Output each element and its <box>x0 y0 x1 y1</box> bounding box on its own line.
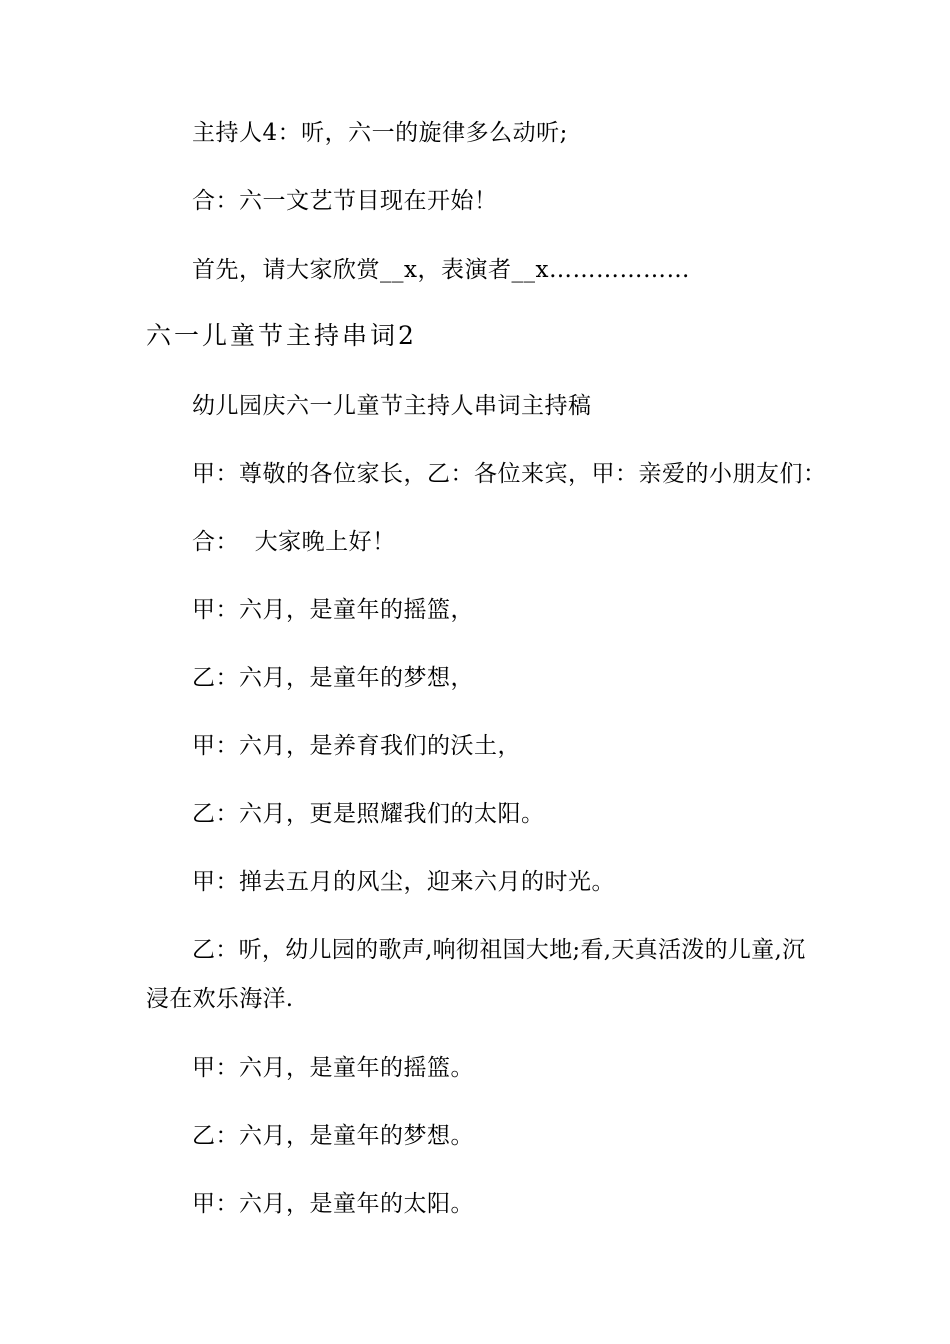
paragraph-dream-2: 乙：六月，是童年的梦想。 <box>192 1123 474 1149</box>
paragraph-good-evening: 合： 大家晚上好！ <box>192 529 396 555</box>
paragraph-dust: 甲：掸去五月的风尘，迎来六月的时光。 <box>192 869 615 895</box>
paragraph-dream: 乙：六月，是童年的梦想， <box>192 665 474 691</box>
section-heading: 六一儿童节主持串词2 <box>146 321 417 350</box>
paragraph-greeting: 甲：尊敬的各位家长，乙：各位来宾，甲：亲爱的小朋友们： <box>192 461 827 487</box>
paragraph-together-start: 合：六一文艺节目现在开始！ <box>192 188 498 214</box>
paragraph-cradle: 甲：六月，是童年的摇篮， <box>192 597 474 623</box>
paragraph-host4: 主持人4：听，六一的旋律多么动听; <box>192 120 568 146</box>
paragraph-song: 乙：听，幼儿园的歌声,响彻祖国大地;看,天真活泼的儿童,沉浸在欢乐海洋. <box>146 937 806 1012</box>
paragraph-cradle-2: 甲：六月，是童年的摇篮。 <box>192 1055 474 1081</box>
paragraph-soil: 甲：六月，是养育我们的沃土， <box>192 733 521 759</box>
paragraph-sun-2: 甲：六月，是童年的太阳。 <box>192 1191 474 1217</box>
paragraph-subtitle: 幼儿园庆六一儿童节主持人串词主持稿 <box>192 393 592 419</box>
paragraph-first-program: 首先，请大家欣赏__x，表演者__x……………… <box>192 257 690 283</box>
paragraph-sun: 乙：六月，更是照耀我们的太阳。 <box>192 801 545 827</box>
